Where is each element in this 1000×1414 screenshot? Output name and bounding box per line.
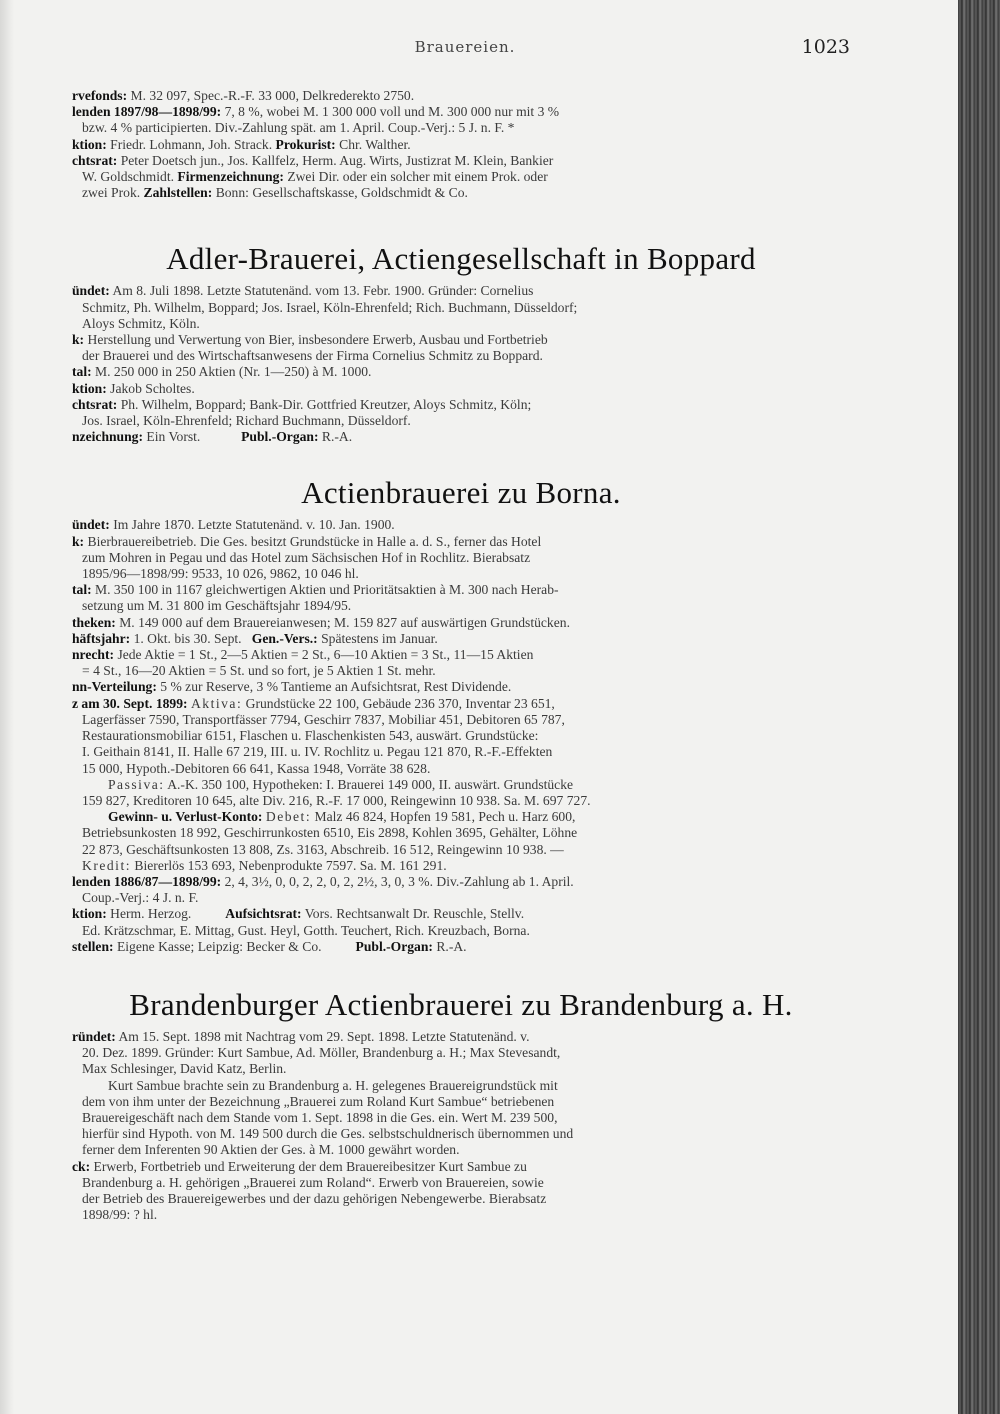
field-label-spaced: Debet: xyxy=(265,809,312,825)
text-line xyxy=(72,906,850,922)
field-label: ktion: xyxy=(72,380,107,396)
text-line xyxy=(72,874,850,890)
text-line xyxy=(72,1159,850,1175)
text-line: zum Mohren in Pegau und das Hotel zum Sächsischen Hof in Rochlitz. Bierabsatz xyxy=(82,549,531,565)
text-line: Max Schlesinger, David Katz, Berlin. xyxy=(82,1061,287,1077)
entry-previous-continuation xyxy=(72,88,850,201)
text-line xyxy=(72,88,850,104)
field-text: 1. Okt. bis 30. Sept. xyxy=(133,630,242,646)
field-label: ündet: xyxy=(72,517,110,533)
text-line xyxy=(72,153,850,169)
book-binding-edge xyxy=(958,0,1000,1414)
text-line xyxy=(72,858,850,874)
field-label-spaced: Passiva: xyxy=(108,776,165,792)
text-line: 1898/99: ? hl. xyxy=(82,1207,158,1223)
text-line xyxy=(72,534,850,550)
field-text: Malz 46 824, Hopfen 19 581, Pech u. Harz 600, xyxy=(314,809,576,825)
field-text: R.-A. xyxy=(436,938,467,954)
field-text: 2, 4, 3½, 0, 0, 2, 2, 0, 2, 2½, 3, 0, 3 %. Div.-Zahlung ab 1. April. xyxy=(224,873,574,889)
text-line xyxy=(72,283,850,299)
text-line: Brandenburg a. H. gehörigen „Brauerei zum Roland“. Erwerb von Brauereien, sowie xyxy=(82,1174,544,1190)
field-text: Biererlös 153 693, Nebenprodukte 7597. Sa. M. 161 291. xyxy=(134,857,447,873)
field-label: Gewinn- u. Verlust-Konto: xyxy=(108,809,263,825)
field-label: tal: xyxy=(72,582,92,598)
field-label: ck: xyxy=(72,1158,91,1174)
field-label: z am 30. Sept. 1899: xyxy=(72,695,188,711)
field-label: Publ.-Organ: xyxy=(355,938,433,954)
field-label: Zahlstellen: xyxy=(143,185,213,201)
field-text: Am 8. Juli 1898. Letzte Statutenänd. vom 13. Febr. 1900. Gründer: Cornelius xyxy=(112,283,534,299)
field-label: stellen: xyxy=(72,938,114,954)
field-label: Prokurist: xyxy=(275,136,336,152)
text-line: Ed. Krätzschmar, E. Mittag, Gust. Heyl, Gotth. Teuchert, Rich. Kreuzbach, Borna. xyxy=(82,922,530,938)
text-line: der Betrieb des Brauereigewerbes und der dazu gehörigen Nebengewerbe. Bierabsatz xyxy=(82,1190,547,1206)
field-text: Am 15. Sept. 1898 mit Nachtrag vom 29. Sept. 1898. Letzte Statutenänd. v. xyxy=(118,1028,530,1044)
text-line xyxy=(72,397,850,413)
field-label: lenden 1897/98—1898/99: xyxy=(72,104,222,120)
field-text: M. 250 000 in 250 Aktien (Nr. 1—250) à M. 1000. xyxy=(95,364,372,380)
field-label: häftsjahr: xyxy=(72,630,131,646)
text-line xyxy=(72,364,850,380)
field-text: Peter Doetsch jun., Jos. Kallfelz, Herm. Aug. Wirts, Justizrat M. Klein, Bankier xyxy=(120,152,554,168)
field-text: Ein Vorst. xyxy=(146,429,201,445)
field-label: ktion: xyxy=(72,906,107,922)
page-edge-shadow xyxy=(0,0,14,1414)
field-label: nn-Verteilung: xyxy=(72,679,157,695)
text-line: = 4 St., 16—20 Aktien = 5 St. und so fort, je 5 Aktien 1 St. mehr. xyxy=(82,663,436,679)
field-label-spaced: Kredit: xyxy=(82,857,132,873)
field-text: A.-K. 350 100, Hypotheken: I. Brauerei 149 000, II. auswärt. Grundstücke xyxy=(167,776,574,792)
field-text: Jakob Scholtes. xyxy=(110,380,195,396)
text-line: Jos. Israel, Köln-Ehrenfeld; Richard Buchmann, Düsseldorf. xyxy=(82,413,411,429)
field-label: Gen.-Vers.: xyxy=(251,630,318,646)
text-line xyxy=(72,631,850,647)
field-text: Herstellung und Verwertung von Bier, insbesondere Erwerb, Ausbau und Fortbetrieb xyxy=(87,332,548,348)
text-line xyxy=(72,615,850,631)
text-line: Lagerfässer 7590, Transportfässer 7794, Geschirr 7837, Mobiliar 451, Debitoren 65 787, xyxy=(82,711,565,727)
text-line xyxy=(72,332,850,348)
text-line: 22 873, Geschäftsunkosten 13 808, Zs. 3163, Abschreib. 16 512, Reingewinn 10 938. — xyxy=(82,841,564,857)
text-line xyxy=(72,809,850,825)
field-text: zwei Prok. xyxy=(82,185,141,201)
field-text: Eigene Kasse; Leipzig: Becker & Co. xyxy=(116,938,322,954)
text-line: Betriebsunkosten 18 992, Geschirrunkosten 6510, Eis 2898, Kohlen 3695, Gehälter, Löhne xyxy=(82,825,578,841)
field-label: chtsrat: xyxy=(72,152,118,168)
text-line: 15 000, Hypoth.-Debitoren 66 641, Kassa 1948, Vorräte 38 628. xyxy=(82,760,431,776)
text-line xyxy=(72,169,850,185)
field-text: Chr. Walther. xyxy=(339,136,411,152)
field-text: Im Jahre 1870. Letzte Statutenänd. v. 10. Jan. 1900. xyxy=(113,517,395,533)
field-label: tal: xyxy=(72,364,92,380)
field-label: nzeichnung: xyxy=(72,429,144,445)
field-label: k: xyxy=(72,332,85,348)
field-text: M. 350 100 in 1167 gleichwertigen Aktien und Prioritätsaktien à M. 300 nach Herab- xyxy=(95,582,559,598)
company-title: Brandenburger Actienbrauerei zu Brandenburg a. H. xyxy=(129,986,793,1022)
text-line xyxy=(72,582,850,598)
field-label: ktion: xyxy=(72,136,107,152)
field-label: Aufsichtsrat: xyxy=(225,906,302,922)
field-text: Jede Aktie = 1 St., 2—5 Aktien = 2 St., 6—10 Aktien = 3 St., 11—15 Aktien xyxy=(117,647,534,663)
text-line xyxy=(72,647,850,663)
text-line: Aloys Schmitz, Köln. xyxy=(82,315,200,331)
field-text: Vors. Rechtsanwalt Dr. Reuschle, Stellv. xyxy=(304,906,525,922)
text-line: 20. Dez. 1899. Gründer: Kurt Sambue, Ad. Möller, Brandenburg a. H.; Max Stevesandt, xyxy=(82,1045,561,1061)
text-line: 1895/96—1898/99: 9533, 10 026, 9862, 10 046 hl. xyxy=(82,566,359,582)
field-text: 7, 8 %, wobei M. 1 300 000 voll und M. 300 000 nur mit 3 % xyxy=(224,104,560,120)
text-line: bzw. 4 % participierten. Div.-Zahlung spät. am 1. April. Coup.-Verj.: 5 J. n. F. * xyxy=(82,120,515,136)
entry-adler-brauerei xyxy=(72,239,850,445)
field-text: M. 149 000 auf dem Brauereianwesen; M. 159 827 auf auswärtigen Grundstücken. xyxy=(119,614,570,630)
field-label: Firmenzeichnung: xyxy=(177,169,284,185)
field-label: lenden 1886/87—1898/99: xyxy=(72,873,222,889)
text-line: I. Geithain 8141, II. Halle 67 219, III. u. IV. Rochlitz u. Pegau 121 870, R.-F.-Effekten xyxy=(82,744,553,760)
field-text: Erwerb, Fortbetrieb und Erweiterung der dem Brauereibesitzer Kurt Sambue zu xyxy=(93,1158,527,1174)
field-label: chtsrat: xyxy=(72,396,118,412)
text-line: dem von ihm unter der Bezeichnung „Brauerei zum Roland Kurt Sambue“ betriebenen xyxy=(82,1093,555,1109)
text-line xyxy=(72,185,850,201)
text-line: Schmitz, Ph. Wilhelm, Boppard; Jos. Israel, Köln-Ehrenfeld; Rich. Buchmann, Düsseldorf; xyxy=(82,299,578,315)
field-text: Grundstücke 22 100, Gebäude 236 370, Inventar 23 651, xyxy=(245,695,555,711)
field-label: Publ.-Organ: xyxy=(241,429,319,445)
text-line: Restaurationsmobiliar 6151, Flaschen u. Flaschenkisten 543, auswärt. Grundstücke: xyxy=(82,728,539,744)
field-label: nrecht: xyxy=(72,647,115,663)
text-line xyxy=(72,696,850,712)
field-text: Bierbrauereibetrieb. Die Ges. besitzt Grundstücke in Halle a. d. S., ferner das Hotel xyxy=(87,533,542,549)
text-line: Brauereigeschäft nach dem Stande vom 1. Sept. 1898 in die Ges. ein. Wert M. 239 500, xyxy=(82,1109,558,1125)
field-text: Bonn: Gesellschaftskasse, Goldschmidt & Co. xyxy=(215,185,468,201)
field-text: Herm. Herzog. xyxy=(110,906,192,922)
text-line: ferner dem Inferenten 90 Aktien der Ges. à M. 1000 gewährt worden. xyxy=(82,1142,460,1158)
field-text: M. 32 097, Spec.-R.-F. 33 000, Delkrederekto 2750. xyxy=(130,88,415,103)
company-title: Actienbrauerei zu Borna. xyxy=(301,475,621,511)
running-title: Brauereien. xyxy=(414,38,516,56)
text-line: hierfür sind Hypoth. von M. 149 500 durch die Ges. selbstschuldnerisch übernommen und xyxy=(82,1126,574,1142)
text-line xyxy=(72,517,850,533)
text-line xyxy=(72,679,850,695)
field-label: ündet: xyxy=(72,283,110,299)
text-line xyxy=(72,104,850,120)
text-line: Coup.-Verj.: 4 J. n. F. xyxy=(82,890,199,906)
field-label: theken: xyxy=(72,614,116,630)
text-line xyxy=(72,137,850,153)
text-line xyxy=(72,429,850,445)
entry-brandenburger-actienbrauerei xyxy=(72,985,850,1223)
company-title: Adler-Brauerei, Actiengesellschaft in Boppard xyxy=(166,241,756,277)
field-text: R.-A. xyxy=(321,429,353,445)
field-label: k: xyxy=(72,533,85,549)
entry-actienbrauerei-borna xyxy=(72,473,850,954)
field-label: rvefonds: xyxy=(72,88,128,103)
field-label-spaced: Aktiva: xyxy=(190,695,243,711)
text-line: setzung um M. 31 800 im Geschäftsjahr 1894/95. xyxy=(82,598,352,614)
field-text: 5 % zur Reserve, 3 % Tantieme an Aufsichtsrat, Rest Dividende. xyxy=(160,679,512,695)
text-line xyxy=(72,381,850,397)
text-line: Kurt Sambue brachte sein zu Brandenburg a. H. gelegenes Brauereigrundstück mit xyxy=(108,1077,558,1093)
text-line: 159 827, Kreditoren 10 645, alte Div. 216, R.-F. 17 000, Reingewinn 10 938. Sa. M. 697 727. xyxy=(82,792,591,808)
field-text: Ph. Wilhelm, Boppard; Bank-Dir. Gottfried Kreutzer, Aloys Schmitz, Köln; xyxy=(120,396,532,412)
field-text: W. Goldschmidt. xyxy=(82,169,175,185)
page-content xyxy=(72,88,850,1223)
text-line xyxy=(72,1029,850,1045)
page-number: 1023 xyxy=(801,36,850,58)
field-text: Friedr. Lohmann, Joh. Strack. xyxy=(110,136,273,152)
text-line: der Brauerei und des Wirtschaftsanwesens der Firma Cornelius Schmitz zu Boppard. xyxy=(82,348,543,364)
field-text: Zwei Dir. oder ein solcher mit einem Prok. oder xyxy=(287,169,548,185)
text-line xyxy=(72,939,850,955)
field-text: Spätestens im Januar. xyxy=(321,630,438,646)
page-header xyxy=(80,38,850,62)
text-line xyxy=(72,777,850,793)
field-label: ründet: xyxy=(72,1028,116,1044)
